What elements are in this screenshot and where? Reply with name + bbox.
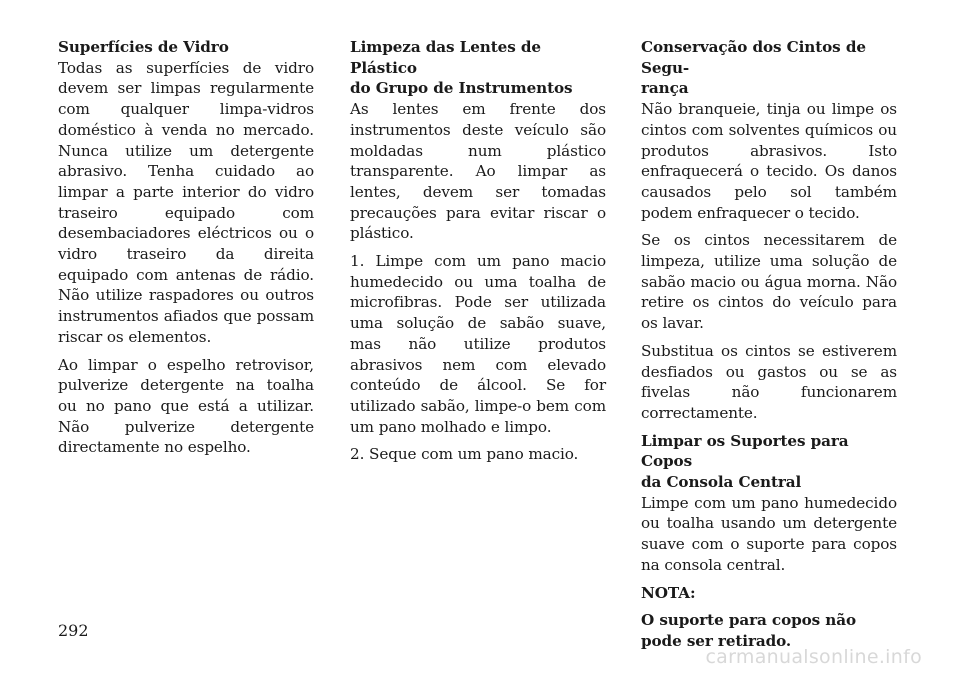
section-heading-line: Limpar os Suportes para Copos	[641, 431, 849, 471]
page-number: 292	[58, 621, 89, 640]
list-item	[350, 444, 606, 465]
section-heading	[350, 37, 606, 99]
paragraph: As lentes em frente dos instrumentos deste veículo são moldadas num plástico transparente. Ao limpar as lentes, devem ser tomadas precauções para evitar riscar o plástico.	[350, 100, 606, 243]
paragraph: Limpe com um pano humedecido ou toalha usando um detergente suave com o suporte para copos na consola central.	[641, 493, 897, 574]
paragraph: Substitua os cintos se estiverem desfiados ou gastos ou se as fivelas não funcionarem correctamente.	[641, 341, 897, 422]
section-heading-line: Conservação dos Cintos de Segu-	[641, 38, 866, 77]
list-number: 1.	[350, 252, 365, 271]
paragraph: Ao limpar o espelho retrovisor, pulverize detergente na toalha ou no pano que está a utilizar. Não pulverize detergente directamente no espelho.	[58, 355, 314, 457]
section-heading	[641, 37, 897, 99]
section-instrument-lens	[350, 37, 606, 244]
watermark: carmanualsonline.info	[705, 646, 922, 668]
column-instrument-lens	[350, 37, 606, 472]
section-heading-line: rança	[641, 79, 689, 98]
list-item	[350, 251, 606, 437]
paragraph: Se os cintos necessitarem de limpeza, utilize uma solução de sabão macio ou água morna. Não retire os cintos do veículo para os lavar.	[641, 231, 897, 333]
section-heading-line: da Consola Central	[641, 473, 802, 492]
note-text: O suporte para copos não pode ser retirado.	[641, 611, 856, 650]
column-seat-belts	[641, 37, 897, 659]
list-text: Seque com um pano macio.	[369, 445, 579, 464]
column-glass-surfaces	[58, 37, 314, 465]
list-number: 2.	[350, 445, 365, 464]
section-cup-holders	[641, 431, 897, 576]
section-heading	[641, 431, 897, 493]
section-glass-surfaces	[58, 37, 314, 348]
section-heading-line: do Grupo de Instrumentos	[350, 79, 573, 98]
paragraph: Não branqueie, tinja ou limpe os cintos com solventes químicos ou produtos abrasivos. Isto enfraquecerá o tecido. Os danos causados pelo sol também podem enfraquecer o tecido.	[641, 100, 897, 222]
list-text: Limpe com um pano macio humedecido ou uma toalha de microfibras. Pode ser utilizada uma solução de sabão suave, mas não utilize produtos abrasivos nem com elevado conteúdo de álcool. Se for utilizado sabão, limpe-o bem com um pano molhado e limpo.	[350, 252, 607, 436]
note-label: NOTA:	[641, 583, 696, 602]
paragraph: Todas as superfícies de vidro devem ser limpas regularmente com qualquer limpa-vidros doméstico à venda no mercado. Nunca utilize um detergente abrasivo. Tenha cuidado ao limpar a parte interior do vidro traseiro equipado com desembaciadores eléctricos ou o vidro traseiro da direita equipado com antenas de rádio. Não utilize raspadores ou outros instrumentos afiados que possam riscar os elementos.	[58, 58, 314, 346]
section-seat-belts	[641, 37, 897, 223]
section-heading-line: Limpeza das Lentes de Plástico	[350, 38, 541, 77]
section-heading: Superfícies de Vidro	[58, 38, 229, 56]
